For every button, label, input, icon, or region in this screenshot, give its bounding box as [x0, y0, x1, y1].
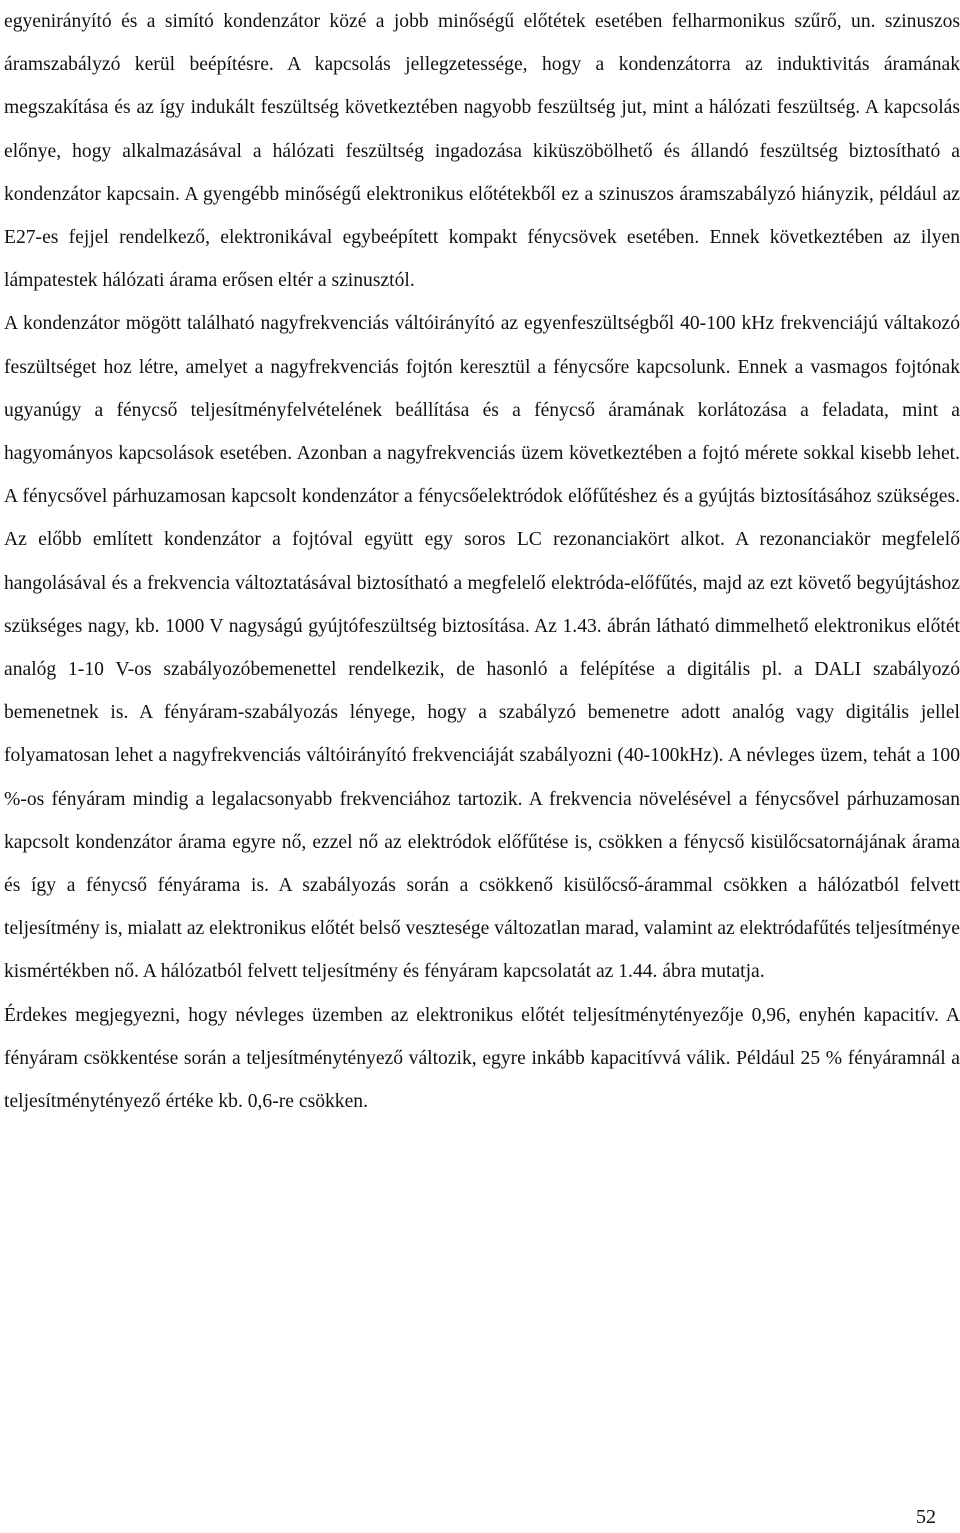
document-page: [4, 0, 960, 1123]
body-paragraph-1: egyenirányító és a simító kondenzátor közé a jobb minőségű előtétek esetében felharmonikus szűrő, un. szinuszos áramszabályzó kerül beépítésre. A kapcsolás jellegzetessége, hogy a kondenzátorra az induktivitás áramának megszakítása és az így indukált feszültség következtében nagyobb feszültség jut, mint a hálózati feszültség. A kapcsolás előnye, hogy alkalmazásával a hálózati feszültség ingadozása kiküszöbölhető és állandó feszültség biztosítható a kondenzátor kapcsain. A gyengébb minőségű elektronikus előtétekből ez a szinuszos áramszabályzó hiányzik, például az E27-es fejjel rendelkező, elektronikával egybeépített kompakt fénycsövek esetében. Ennek következtében az ilyen lámpatestek hálózati árama erősen eltér a szinusztól.: [4, 11, 960, 292]
page-number: 52: [916, 1506, 936, 1528]
body-paragraph-2: A kondenzátor mögött található nagyfrekvenciás váltóirányító az egyenfeszültségből 40-100 kHz frekvenciájú váltakozó feszültséget hoz létre, amelyet a nagyfrekvenciás fojtón keresztül a fénycsőre kapcsolunk. Ennek a vasmagos fojtónak ugyanúgy a fénycső teljesítményfelvételének beállítása és a fénycső áramának korlátozása a feladata, mint a hagyományos kapcsolások esetében. Azonban a nagyfrekvenciás üzem következtében a fojtó mérete sokkal kisebb lehet. A fénycsővel párhuzamosan kapcsolt kondenzátor a fénycsőelektródok előfűtéshez és a gyújtás biztosításához szükséges. Az előbb említett kondenzátor a fojtóval együtt egy soros LC rezonanciakört alkot. A rezonanciakör megfelelő hangolásával és a frekvencia változtatásával biztosítható a megfelelő elektróda-előfűtés, majd az ezt követő begyújtáshoz szükséges nagy, kb. 1000 V nagyságú gyújtófeszültség biztosítása. Az 1.43. ábrán látható dimmelhető elektronikus előtét analóg 1-10 V-os szabályozóbemenettel rendelkezik, de hasonló a felépítése a digitális pl. a DALI szabályozó bemenetnek is. A fényáram-szabályozás lényege, hogy a szabályzó bemenetre adott analóg vagy digitális jellel folyamatosan lehet a nagyfrekvenciás váltóirányító frekvenciáját szabályozni (40-100kHz). A névleges üzem, tehát a 100 %-os fényáram mindig a legalacsonyabb frekvenciához tartozik. A frekvencia növelésével a fénycsővel párhuzamosan kapcsolt kondenzátor árama egyre nő, ezzel nő az elektródok előfűtése is, csökken a fénycső kisülőcsatornájának árama és így a fénycső fényárama is. A szabályozás során a csökkenő kisülőcső-árammal csökken a hálózatból felvett teljesítmény is, mialatt az elektronikus előtét belső vesztesége változatlan marad, valamint az elektródafűtés teljesítménye kismértékben nő. A hálózatból felvett teljesítmény és fényáram kapcsolatát az 1.44. ábra mutatja.: [4, 313, 960, 983]
body-paragraph-3: Érdekes megjegyezni, hogy névleges üzemben az elektronikus előtét teljesítménytényezője 0,96, enyhén kapacitív. A fényáram csökkentése során a teljesítménytényező változik, egyre inkább kapacitívvá válik. Például 25 % fényáramnál a teljesítménytényező értéke kb. 0,6-re csökken.: [4, 1004, 960, 1113]
